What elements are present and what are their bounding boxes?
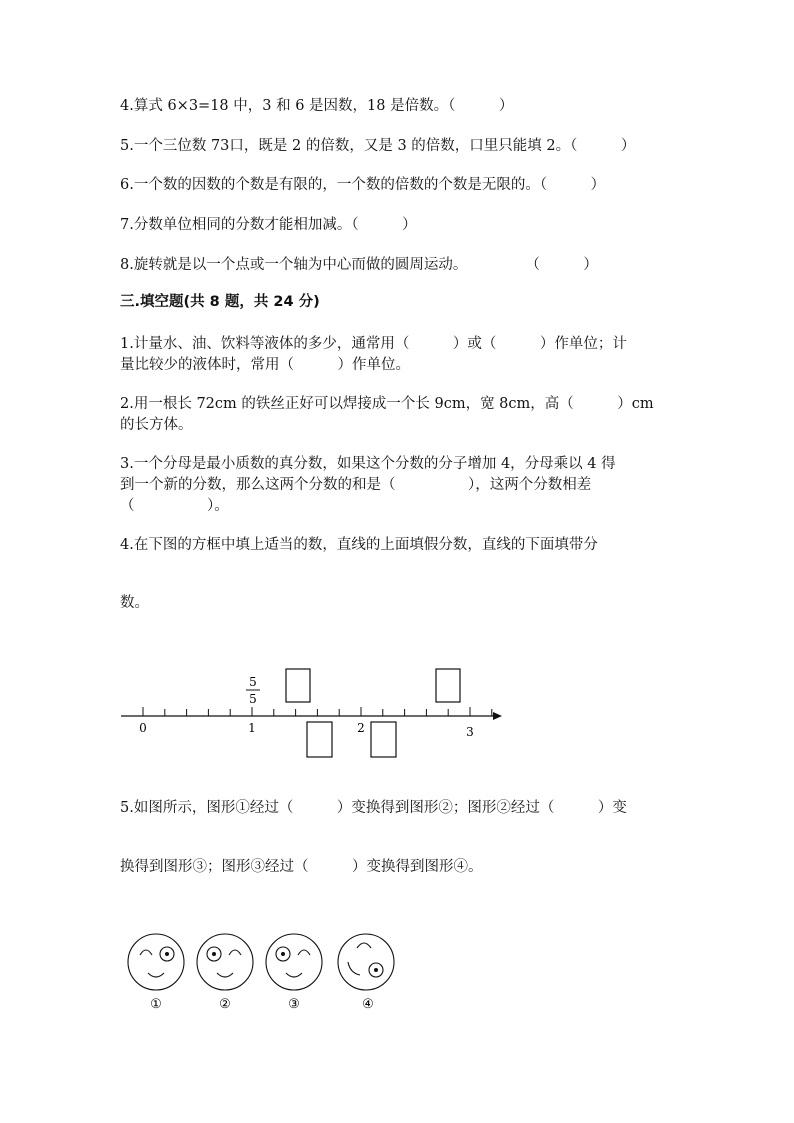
fill-q2-line1: 2.用一根长 72cm 的铁丝正好可以焊接成一个长 9cm，宽 8cm，高（ ）cm (120, 396, 654, 412)
answer-box-bottom-1[interactable] (307, 722, 332, 757)
face-2-arc-eye (229, 950, 241, 955)
face-1-mouth (148, 973, 164, 977)
tick-label-3: 3 (466, 725, 474, 739)
face-3-mouth (286, 973, 302, 977)
face-3 (266, 934, 322, 1012)
fill-q1-line1: 1.计量水、油、饮料等液体的多少，通常用（ ）或（ ）作单位；计 (120, 336, 627, 352)
fill-q1-line2: 量比较少的液体时，常用（ ）作单位。 (120, 357, 410, 373)
face-2 (197, 934, 253, 1012)
face-1-dot-eye (160, 947, 174, 961)
judge-item-4: 4.算式 6×3=18 中，3 和 6 是因数，18 是倍数。（ ） (120, 98, 514, 114)
face-1-arc-eye (140, 950, 152, 955)
face-1 (128, 934, 184, 1012)
face-3-outline (266, 934, 322, 990)
answer-box-top-2[interactable] (436, 669, 460, 702)
face-4 (338, 934, 394, 1012)
fraction-numerator: 5 (249, 675, 257, 689)
face-3-label: ③ (288, 997, 300, 1012)
fill-q3-line2: 到一个新的分数，那么这两个分数的和是（ ），这两个分数相差 (120, 477, 592, 493)
section-heading: 三.填空题(共 8 题，共 24 分) (120, 294, 320, 310)
face-2-dot-eye (207, 947, 221, 961)
fill-q5-line1: 5.如图所示，图形①经过（ ）变换得到图形②；图形②经过（ ）变 (120, 800, 627, 816)
tick-label-1: 1 (248, 721, 256, 735)
face-4-arc-eye (357, 943, 371, 948)
face-4-dot-eye (369, 963, 383, 977)
fill-q2-line2: 的长方体。 (120, 417, 193, 433)
fill-q4-line1: 4.在下图的方框中填上适当的数，直线的上面填假分数，直线的下面填带分 (120, 537, 598, 553)
face-3-arc-eye (298, 950, 310, 955)
answer-box-bottom-2[interactable] (371, 722, 396, 757)
fraction-denominator: 5 (249, 692, 257, 706)
face-2-outline (197, 934, 253, 990)
fill-q3-line3: （ ）。 (120, 498, 229, 514)
arrow-head-icon (493, 712, 502, 720)
face-4-outline (338, 934, 394, 990)
face-1-outline (128, 934, 184, 990)
fill-q3-line1: 3.一个分母是最小质数的真分数，如果这个分数的分子增加 4，分母乘以 4 得 (120, 456, 616, 472)
face-2-label: ② (219, 997, 231, 1012)
fill-q4-line2: 数。 (120, 595, 149, 611)
face-4-mouth (348, 962, 360, 975)
answer-box-top-1[interactable] (286, 669, 310, 702)
tick-marks (143, 707, 492, 716)
face-1-pupil (165, 952, 169, 956)
face-4-label: ④ (362, 997, 374, 1012)
face-3-dot-eye (276, 947, 290, 961)
face-4-pupil (374, 968, 378, 972)
fill-q5-line2: 换得到图形③；图形③经过（ ）变换得到图形④。 (120, 859, 483, 875)
face-2-pupil (212, 952, 216, 956)
judge-item-5: 5.一个三位数 73口，既是 2 的倍数，又是 3 的倍数，口里只能填 2。（ ） (120, 138, 636, 154)
judge-item-6: 6.一个数的因数的个数是有限的，一个数的倍数的个数是无限的。（ ） (120, 177, 606, 193)
judge-item-8: 8.旋转就是以一个点或一个轴为中心而做的圆周运动。 （ ） (120, 257, 598, 273)
tick-label-0: 0 (139, 721, 147, 735)
face-3-pupil (281, 952, 285, 956)
judge-item-7: 7.分数单位相同的分数才能相加减。（ ） (120, 217, 417, 233)
face-2-mouth (217, 973, 233, 977)
face-1-label: ① (150, 997, 162, 1012)
number-line (121, 669, 502, 757)
tick-label-2: 2 (357, 721, 365, 735)
